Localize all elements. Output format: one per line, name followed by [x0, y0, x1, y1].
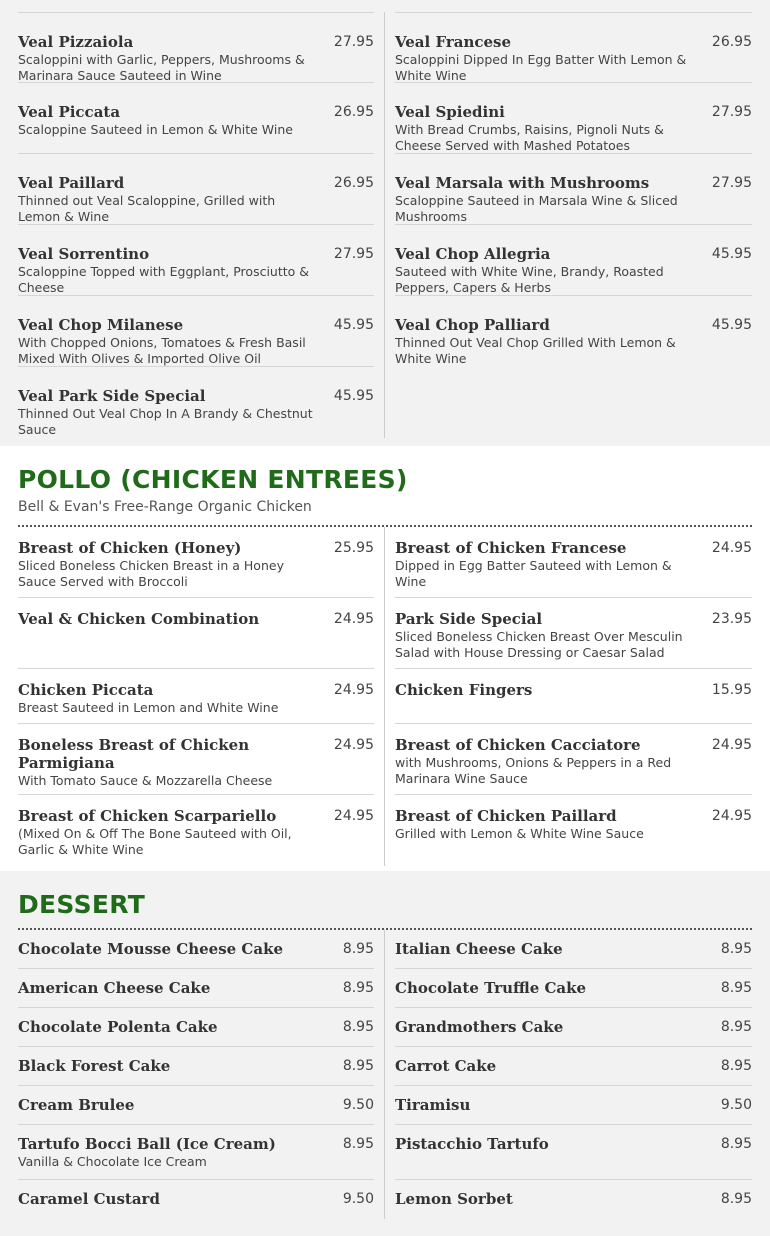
menu-item	[18, 296, 374, 367]
menu-item	[395, 154, 752, 225]
item-name: Veal & Chicken Combination	[18, 610, 260, 628]
menu-item	[18, 724, 374, 795]
item-description: Breast Sauteed in Lemon and White Wine	[18, 700, 279, 715]
item-description: With Chopped Onions, Tomatoes & Fresh Basil Mixed With Olives & Imported Olive Oil	[18, 335, 306, 366]
veal-section	[0, 0, 770, 446]
item-name: Cream Brulee	[18, 1096, 135, 1114]
item-price: 23.95	[711, 611, 752, 627]
item-price: 8.95	[720, 1058, 752, 1074]
menu-item	[18, 1086, 374, 1125]
item-description: Scaloppine Sauteed in Lemon & White Wine	[18, 122, 293, 137]
menu-item	[18, 969, 374, 1008]
item-price: 8.95	[720, 941, 752, 957]
dessert-right-column	[385, 930, 752, 1219]
menu-item	[18, 12, 374, 83]
item-description: Dipped in Egg Batter Sauteed with Lemon & Wine	[395, 558, 672, 589]
item-name: Chocolate Polenta Cake	[18, 1018, 218, 1036]
item-name: Veal Pizzaiola	[18, 33, 134, 51]
item-name: Breast of Chicken Scarpariello	[18, 807, 277, 825]
menu-item	[18, 527, 374, 598]
menu-item	[395, 1125, 752, 1180]
veal-grid	[18, 12, 752, 438]
item-name: Veal Francese	[395, 33, 512, 51]
item-name: Chocolate Truffle Cake	[395, 979, 587, 997]
item-name: Breast of Chicken Paillard	[395, 807, 617, 825]
menu-item	[18, 669, 374, 724]
pollo-right-column	[385, 527, 752, 866]
section-title: POLLO (CHICKEN ENTREES)	[18, 465, 408, 494]
menu-item	[395, 795, 752, 866]
item-price: 45.95	[711, 246, 752, 262]
item-price: 9.50	[720, 1097, 752, 1113]
item-description: Thinned Out Veal Chop Grilled With Lemon & White Wine	[395, 335, 676, 366]
item-price: 27.95	[333, 246, 374, 262]
menu-item	[395, 669, 752, 724]
item-description: With Bread Crumbs, Raisins, Pignoli Nuts & Cheese Served with Mashed Potatoes	[395, 122, 664, 153]
item-price: 9.50	[342, 1191, 374, 1207]
item-price: 45.95	[333, 388, 374, 404]
item-price: 9.50	[342, 1097, 374, 1113]
item-price: 8.95	[342, 980, 374, 996]
pollo-left-column	[18, 527, 385, 866]
dessert-left-column	[18, 930, 385, 1219]
item-description: Vanilla & Chocolate Ice Cream	[18, 1154, 207, 1169]
section-title: DESSERT	[18, 890, 146, 919]
item-price: 24.95	[711, 737, 752, 753]
menu-item	[18, 367, 374, 438]
item-name: Breast of Chicken (Honey)	[18, 539, 242, 557]
item-name: Carrot Cake	[395, 1057, 497, 1075]
item-name: Chicken Fingers	[395, 681, 533, 699]
item-price: 8.95	[342, 1058, 374, 1074]
menu-item	[18, 225, 374, 296]
menu-item	[395, 598, 752, 669]
item-description: Sliced Boneless Chicken Breast in a Honey Sauce Served with Broccoli	[18, 558, 284, 589]
item-name: American Cheese Cake	[18, 979, 211, 997]
menu-item	[395, 296, 752, 367]
item-price: 8.95	[720, 1136, 752, 1152]
item-name: Park Side Special	[395, 610, 543, 628]
pollo-section	[0, 446, 770, 871]
item-name: Breast of Chicken Francese	[395, 539, 627, 557]
menu-item	[395, 1008, 752, 1047]
menu-item	[395, 1086, 752, 1125]
item-price: 27.95	[711, 104, 752, 120]
menu-item	[18, 83, 374, 154]
menu-item	[395, 12, 752, 83]
item-description: Sliced Boneless Chicken Breast Over Mesculin Salad with House Dressing or Caesar Salad	[395, 629, 683, 660]
menu-item	[395, 527, 752, 598]
item-name: Veal Sorrentino	[18, 245, 150, 263]
menu-item	[395, 1180, 752, 1219]
item-name: Tiramisu	[395, 1096, 471, 1114]
item-name: Veal Paillard	[18, 174, 125, 192]
item-name: Tartufo Bocci Ball (Ice Cream)	[18, 1135, 276, 1153]
item-price: 8.95	[342, 1019, 374, 1035]
item-price: 15.95	[711, 682, 752, 698]
menu-item	[395, 724, 752, 795]
item-name: Veal Chop Palliard	[395, 316, 550, 334]
item-description: Scaloppini Dipped In Egg Batter With Lemon & White Wine	[395, 52, 687, 83]
item-price: 27.95	[333, 34, 374, 50]
item-price: 24.95	[333, 808, 374, 824]
item-price: 8.95	[342, 1136, 374, 1152]
item-price: 24.95	[711, 540, 752, 556]
menu-item	[18, 1008, 374, 1047]
item-description: (Mixed On & Off The Bone Sauteed with Oil, Garlic & White Wine	[18, 826, 292, 857]
item-name: Veal Chop Milanese	[18, 316, 184, 334]
item-name: Black Forest Cake	[18, 1057, 171, 1075]
item-name: Boneless Breast of Chicken Parmigiana	[18, 736, 250, 772]
item-price: 27.95	[711, 175, 752, 191]
menu-item	[18, 1047, 374, 1086]
item-name: Chicken Piccata	[18, 681, 154, 699]
menu-item	[18, 1180, 374, 1219]
item-name: Caramel Custard	[18, 1190, 160, 1208]
item-price: 26.95	[711, 34, 752, 50]
item-name: Chocolate Mousse Cheese Cake	[18, 940, 284, 958]
veal-left-column	[18, 12, 385, 438]
item-name: Pistacchio Tartufo	[395, 1135, 549, 1153]
menu-item	[395, 969, 752, 1008]
item-description: Grilled with Lemon & White Wine Sauce	[395, 826, 644, 841]
item-description: Thinned Out Veal Chop In A Brandy & Chestnut Sauce	[18, 406, 313, 437]
menu-item	[18, 930, 374, 969]
item-price: 45.95	[333, 317, 374, 333]
item-description: with Mushrooms, Onions & Peppers in a Red Marinara Wine Sauce	[395, 755, 672, 786]
item-price: 8.95	[342, 941, 374, 957]
veal-right-column	[385, 12, 752, 438]
item-price: 24.95	[333, 682, 374, 698]
item-name: Lemon Sorbet	[395, 1190, 513, 1208]
menu-item	[18, 1125, 374, 1180]
item-name: Veal Chop Allegria	[395, 245, 551, 263]
menu-item	[18, 154, 374, 225]
item-description: Scaloppini with Garlic, Peppers, Mushrooms & Marinara Sauce Sauteed in Wine	[18, 52, 305, 83]
item-description: With Tomato Sauce & Mozzarella Cheese	[18, 773, 273, 788]
item-price: 26.95	[333, 104, 374, 120]
item-name: Veal Spiedini	[395, 103, 505, 121]
item-price: 24.95	[711, 808, 752, 824]
item-name: Breast of Chicken Cacciatore	[395, 736, 641, 754]
menu-item	[395, 1047, 752, 1086]
item-name: Italian Cheese Cake	[395, 940, 563, 958]
item-description: Thinned out Veal Scaloppine, Grilled with Lemon & Wine	[18, 193, 276, 224]
item-price: 8.95	[720, 1019, 752, 1035]
item-description: Sauteed with White Wine, Brandy, Roasted Peppers, Capers & Herbs	[395, 264, 664, 295]
item-price: 25.95	[333, 540, 374, 556]
menu-item	[18, 795, 374, 866]
menu-item	[395, 225, 752, 296]
item-price: 8.95	[720, 980, 752, 996]
item-name: Veal Marsala with Mushrooms	[395, 174, 650, 192]
item-price: 8.95	[720, 1191, 752, 1207]
item-name: Veal Park Side Special	[18, 387, 206, 405]
item-price: 24.95	[333, 611, 374, 627]
dessert-section	[0, 871, 770, 1236]
menu-item	[395, 930, 752, 969]
section-subtitle: Bell & Evan's Free-Range Organic Chicken	[18, 499, 312, 515]
pollo-grid	[18, 527, 752, 866]
item-name: Veal Piccata	[18, 103, 121, 121]
item-description: Scaloppine Sauteed in Marsala Wine & Sliced Mushrooms	[395, 193, 678, 224]
item-description: Scaloppine Topped with Eggplant, Prosciutto & Cheese	[18, 264, 310, 295]
item-price: 45.95	[711, 317, 752, 333]
item-price: 26.95	[333, 175, 374, 191]
item-price: 24.95	[333, 737, 374, 753]
menu-item	[395, 83, 752, 154]
menu-item	[18, 598, 374, 669]
dessert-grid	[18, 930, 752, 1219]
item-name: Grandmothers Cake	[395, 1018, 564, 1036]
